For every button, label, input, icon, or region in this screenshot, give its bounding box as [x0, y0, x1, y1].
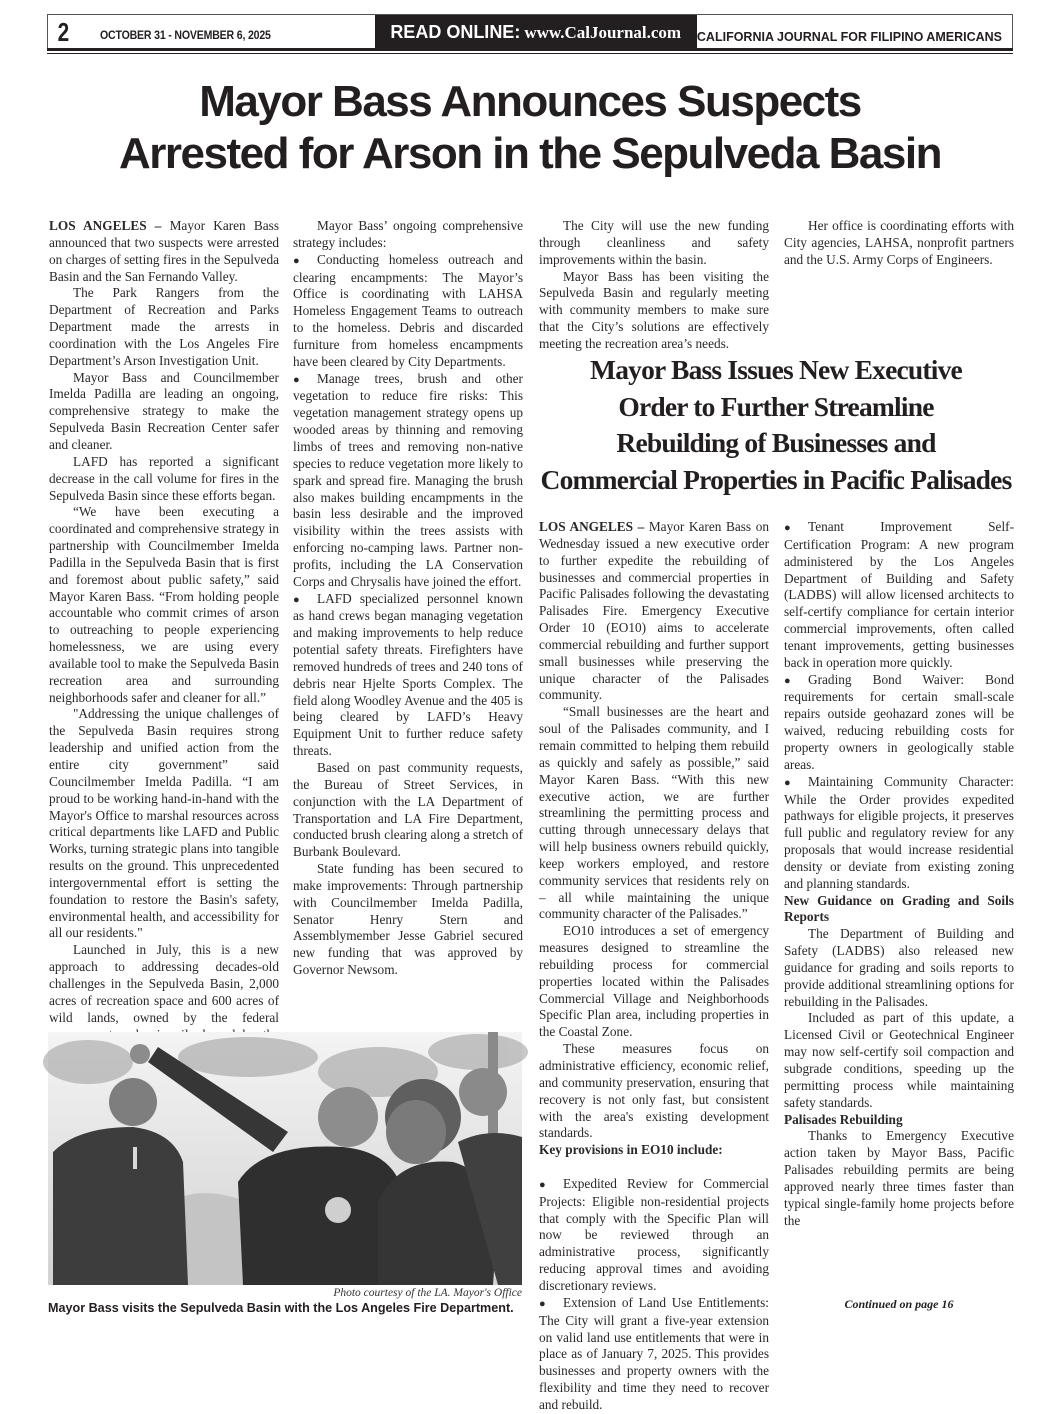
article2-paragraph: EO10 introduces a set of emergency measures designed to streamline the rebuilding process for commercial properties located within the Palisades Commercial Village and Neighborhoods Specific Plan area, including properties in the Coastal Zone. — [539, 923, 769, 1040]
article2-paragraph: The Department of Building and Safety (LADBS) also released new guidance for grading and soils reports to provide additional streamlining options for rebuilding in the Palisades. — [784, 926, 1014, 1009]
read-online-label: READ ONLINE: — [390, 22, 521, 42]
article2-headline-line1: Mayor Bass Issues New Executive — [590, 354, 962, 385]
read-online-url[interactable]: www.CalJournal.com — [524, 23, 682, 42]
article2-paragraph: LOS ANGELES – Mayor Karen Bass on Wednesday issued a new executive order to further expedite the rebuilding of businesses and commercial properties in Pacific Palisades following the devastating Palisades Fire. Emergency Executive Order 10 (EO10) aims to accelerate commercial rebuilding and further support small businesses while preserving the unique character of the Palisades community. — [539, 519, 769, 703]
article2-bullet: ● Expedited Review for Commercial Projects: Eligible non-residential projects that comply with the Specific Plan will now be reviewed through an administrative process, significantly reducing approval times and avoiding discretionary reviews. — [539, 1175, 769, 1293]
article2-headline — [536, 352, 1016, 498]
article2-bullet: ● Extension of Land Use Entitlements: The City will grant a five-year extension on valid land use entitlements that were in place as of January 7, 2025. This provides businesses and property owners with the flexibility and time they need to recover and rebuild. — [539, 1294, 769, 1412]
bullet-icon: ● — [784, 522, 791, 534]
read-online-banner[interactable] — [375, 15, 697, 48]
bullet-icon: ● — [784, 674, 791, 687]
article2-headline-line3: Rebuilding of Businesses and — [616, 427, 936, 458]
bullet-icon: ● — [293, 254, 300, 267]
article1-paragraph: LAFD has reported a significant decrease in the call volume for fires in the Sepulveda Basin since these efforts began. — [49, 453, 279, 503]
publication-name: CALIFORNIA JOURNAL FOR FILIPINO AMERICANS — [696, 30, 1002, 44]
article1-bullet: ● Conducting homeless outreach and clearing encampments: The Mayor’s Office is coordinating with LAHSA Homeless Engagement Teams to outreach to the homeless. Debris and discarded furniture from homeless encampments have been cleared by City Departments. — [293, 251, 523, 369]
article2-headline-line4: Commercial Properties in Pacific Palisades — [540, 463, 1012, 495]
article1-paragraph: The Park Rangers from the Department of Recreation and Parks Department made the arrests in coordination with the Los Angeles Fire Department’s Arson Investigation Unit. — [49, 285, 279, 368]
article1-paragraph: Launched in July, this is a new approach to addressing decades-old challenges in the Sepulveda Basin, 2,000 acres of recreation space and 600 acres of wild lands, owned by the federal — [49, 942, 279, 1025]
spacer — [539, 1159, 769, 1176]
article2-headline-line2: Order to Further Streamline — [618, 390, 934, 422]
article1-paragraph: State funding has been secured to make improvements: Through partnership with Councilmember Imelda Padilla, Senator Henry Stern and Assemblymember Jesse Gabriel secured new funding that was approved by Governor Newsom. — [293, 861, 523, 978]
bullet-icon: ● — [784, 776, 791, 789]
article1-photo — [48, 1032, 522, 1285]
article1-bullet: ● LAFD specialized personnel known as hand crews began managing vegetation and making improvements to help reduce potential safety threats. Firefighters have removed hundreds of trees and 240 tons of debris near Hjelte Sports Complex. The field along Woodley Avenue and the 405 is being cleared by LAFD’s Heavy Equipment Unit to further reduce safety threats. — [293, 590, 523, 759]
masthead-rule-thick — [47, 48, 1013, 51]
article1-headline-line2: Arrested for Arson in the Sepulveda Basin — [119, 129, 941, 178]
article2-paragraph: Included as part of this update, a Licensed Civil or Geotechnical Engineer may now self-certify soil compaction and subgrade conditions, speeding up the permitting process while maintaining safety standards. — [784, 1010, 1014, 1110]
article2-column-2 — [784, 519, 1014, 1229]
article1-column-1 — [49, 218, 279, 1077]
subhead-rebuilding: Palisades Rebuilding — [784, 1111, 903, 1127]
article2-bullet: ● Maintaining Community Character: While the Order provides expedited pathways for eligible projects, it preserves full public and regulatory review for any proposals that would increase residential density or deviate from existing zoning and planning standards. — [784, 773, 1014, 891]
article1-paragraph: Based on past community requests, the Bureau of Street Services, in conjunction with the LA Department of Transportation and LA Fire Department, conducted brush clearing along a stretch of Burbank Boulevard. — [293, 760, 523, 860]
masthead-rule-thin — [47, 53, 1013, 54]
article1-bullet: ● Manage trees, brush and other vegetation to reduce fire risks: This vegetation management strategy opens up wooded areas by thinning and removing limbs of trees and removing non-native species to reduce vegetation more likely to spark and spread fire. Managing the brush also makes building encampments in the basin less desirable and the improved visibility within the trees assists with enforcing no-camping laws. Partner non-profits, including the LA Conservation Corps and Chrysalis have joined the effort. — [293, 370, 523, 589]
article2-paragraph: These measures focus on administrative efficiency, economic relief, and community preservation, ensuring that recovery is not only fast, but consistent with the area's existing development standards. — [539, 1041, 769, 1141]
article1-paragraph: LOS ANGELES – Mayor Karen Bass announced that two suspects were arrested on charges of setting fires in the Sepulveda Basin and the San Fernando Valley. — [49, 218, 279, 284]
article1-paragraph: The City will use the new funding through cleanliness and safety improvements within the basin. — [539, 218, 769, 267]
article2-bullet: ● Tenant Improvement Self-Certification Program: A new program administered by the Los Angeles Department of Building and Safety (LADBS) will allow licensed architects to self-certify compliance for certain interior commercial improvements, often called tenant improvements, getting businesses back in operation more quickly. — [784, 519, 1014, 670]
bullet-icon: ● — [539, 1178, 546, 1191]
article1-column-3 — [539, 218, 769, 353]
article2-dateline: LOS ANGELES – — [539, 519, 645, 534]
masthead — [47, 14, 1013, 48]
article1-paragraph: "Addressing the unique challenges of the Sepulveda Basin requires strong leadership and unified action from the entire city government” said Councilmember Imelda Padilla. “I am proud to be working hand-in-hand with the Mayor's Office to marshal resources across critical departments like LAFD and Public Works, turning strategic plans into tangible results on the ground. This unprecedented intergovernmental effort is setting the foundation to restore the Basin's safety, environmental health, and accessibility for all our residents." — [49, 706, 279, 941]
bullet-icon: ● — [293, 373, 300, 386]
photo-illustration — [48, 1032, 522, 1285]
article1-paragraph: Mayor Bass has been visiting the Sepulveda Basin and regularly meeting with community members to make sure that the City’s solutions are effectively meeting the recreation area’s needs. — [539, 268, 769, 351]
article2-bullet: ● Grading Bond Waiver: Bond requirements for certain small-scale repairs outside geohazard zones will be waived, reducing rebuilding costs for property owners in geologically stable areas. — [784, 671, 1014, 772]
article2-paragraph: “Small businesses are the heart and soul of the Palisades community, and I remain committed to helping them rebuild as quickly and safely as possible,” said Mayor Karen Bass. “With this new executive action, we are further streamlining the permitting process and cutting through unnecessary delays that will help business owners rebuild quickly, keep workers employed, and restore community services that residents rely on – all while maintaining the unique community character of the Palisades.” — [539, 704, 769, 922]
page-number: 2 — [57, 17, 70, 47]
article1-headline-line1: Mayor Bass Announces Suspects — [199, 77, 861, 126]
article1-headline — [40, 76, 1020, 180]
article1-paragraph: Mayor Bass and Councilmember Imelda Padilla are leading an ongoing, comprehensive strategy to make the Sepulveda Basin Recreation Center safer and cleaner. — [49, 369, 279, 452]
continued-on-page-link[interactable]: Continued on page 16 — [844, 1297, 954, 1311]
photo-credit: Photo courtesy of the LA. Mayor's Office — [333, 1287, 522, 1299]
article1-column-2 — [293, 218, 523, 979]
article2-column-1 — [539, 519, 769, 1414]
subhead-grading: New Guidance on Grading and Soils Reports — [784, 892, 1014, 925]
key-provisions-heading: Key provisions in EO10 include: — [539, 1142, 723, 1158]
article1-dateline: LOS ANGELES – — [49, 218, 162, 233]
article1-column-4 — [784, 218, 1014, 269]
issue-date: OCTOBER 31 - NOVEMBER 6, 2025 — [99, 28, 271, 42]
article1-paragraph: Her office is coordinating efforts with City agencies, LAHSA, nonprofit partners and the U.S. Army Corps of Engineers. — [784, 218, 1014, 267]
article2-paragraph: Thanks to Emergency Executive action taken by Mayor Bass, Pacific Palisades rebuilding permits are being approved nearly three times faster than typical single-family home projects before the — [784, 1128, 1014, 1228]
bullet-icon: ● — [539, 1297, 546, 1310]
bullet-icon: ● — [293, 593, 300, 606]
article1-paragraph: “We have been executing a coordinated and comprehensive strategy in partnership with Councilmember Imelda Padilla in the Sepulveda Basin that is first and foremost about public safety,” said Mayor Karen Bass. “From holding people accountable who commit crimes of arson to outreaching to people experiencing homelessness, we are using every available tool to make the Sepulveda Basin recreation area and surrounding neighborhoods safer and cleaner for all.” — [49, 504, 279, 705]
article1-paragraph: Mayor Bass’ ongoing comprehensive strategy includes: — [293, 218, 523, 250]
photo-caption: Mayor Bass visits the Sepulveda Basin with the Los Angeles Fire Department. — [48, 1301, 514, 1315]
